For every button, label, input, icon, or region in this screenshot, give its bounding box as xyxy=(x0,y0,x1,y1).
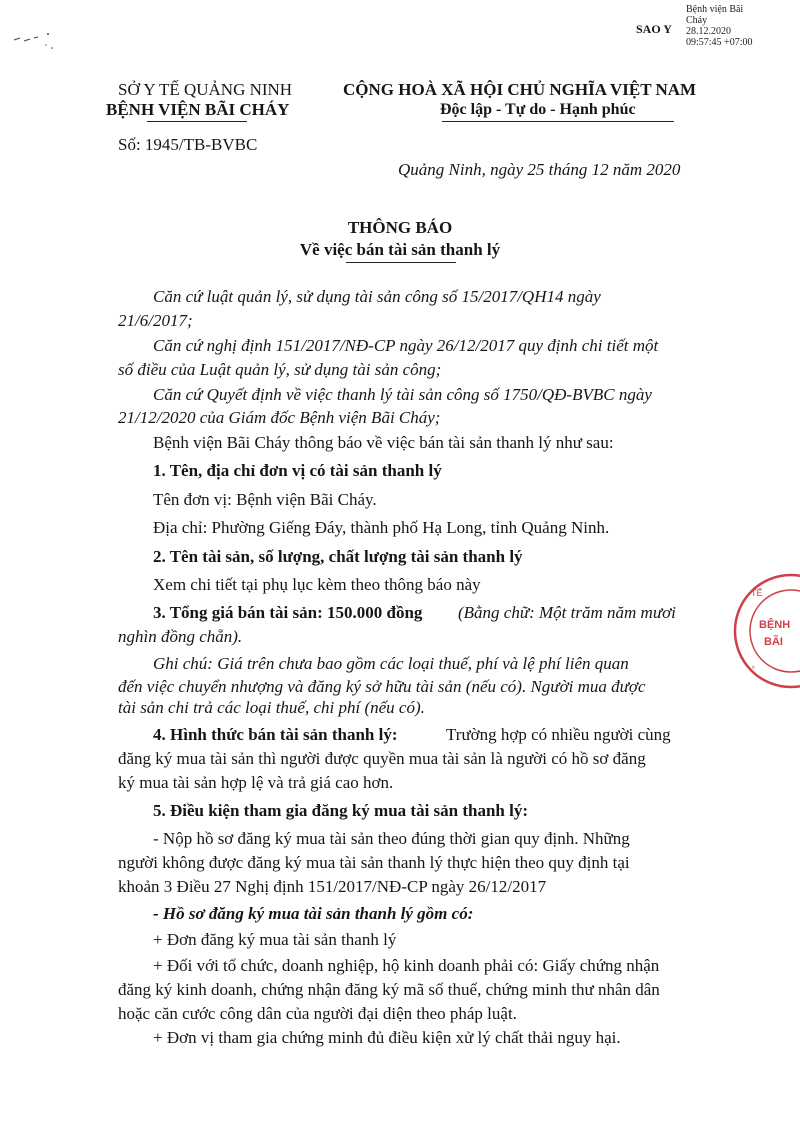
basis-line: số điều của Luật quản lý, sử dụng tài sản công; xyxy=(118,360,442,379)
list-item-cont: đăng ký kinh doanh, chứng nhận đăng ký mã số thuế, chứng minh thư nhân dân xyxy=(118,980,660,999)
list-item-cont: hoặc căn cước công dân của người đại diện theo pháp luật. xyxy=(118,1004,517,1023)
nation-title: CỘNG HOÀ XÃ HỘI CHỦ NGHĨA VIỆT NAM xyxy=(343,80,697,99)
seal-text-1: BỆNH xyxy=(759,619,791,631)
hospital-name: BỆNH VIỆN BÃI CHÁY xyxy=(106,100,290,119)
signature-line-1: Bệnh viện Bãi xyxy=(686,4,744,15)
section-heading: 1. Tên, địa chỉ đơn vị có tài sản thanh lý xyxy=(153,461,442,480)
subsection-heading: - Hồ sơ đăng ký mua tài sản thanh lý gồm có: xyxy=(153,904,474,923)
note-line: đến việc chuyển nhượng và đăng ký sở hữu tài sản (nếu có). Người mua được xyxy=(118,677,646,696)
section-heading: 2. Tên tài sản, số lượng, chất lượng tài sản thanh lý xyxy=(153,547,523,566)
signature-line-2: Cháy xyxy=(686,15,708,26)
list-item: + Đơn vị tham gia chứng minh đủ điều kiện xử lý chất thải nguy hại. xyxy=(153,1028,621,1047)
svg-text:TẾ: TẾ xyxy=(751,588,763,598)
document-number: Số: 1945/TB-BVBC xyxy=(118,135,258,154)
document-date: Quảng Ninh, ngày 25 tháng 12 năm 2020 xyxy=(398,160,681,179)
department-name: SỞ Y TẾ QUẢNG NINH xyxy=(118,80,293,99)
section-heading: 4. Hình thức bán tài sản thanh lý: xyxy=(153,725,398,744)
list-item: + Đối với tổ chức, doanh nghiệp, hộ kinh doanh phải có: Giấy chứng nhận xyxy=(153,956,660,975)
subtitle-underline xyxy=(346,262,456,263)
body-line: Tên đơn vị: Bệnh viện Bãi Cháy. xyxy=(153,490,377,509)
motto-underline xyxy=(442,121,674,122)
document-title: THÔNG BÁO xyxy=(347,218,453,237)
note-line: tài sản chi trả các loại thuế, chi phí (nếu có). xyxy=(118,698,425,717)
digital-signature-info xyxy=(686,4,752,48)
body-line: Trường hợp có nhiều người cùng xyxy=(446,725,671,744)
scan-marks xyxy=(12,28,72,56)
seal-text-2: BÃI xyxy=(764,636,783,648)
signature-line-4: 09:57:45 +07:00 xyxy=(686,37,753,48)
price-in-words: (Bằng chữ: Một trăm năm mươi xyxy=(458,603,676,622)
basis-line: Căn cứ Quyết định về việc thanh lý tài sản công số 1750/QĐ-BVBC ngày xyxy=(153,385,652,404)
list-item: + Đơn đăng ký mua tài sản thanh lý xyxy=(153,930,397,949)
body-line: đăng ký mua tài sản thì người được quyền mua tài sản là người có hồ sơ đăng xyxy=(118,749,646,768)
signature-line-3: 28.12.2020 xyxy=(686,26,731,37)
body-line: Địa chỉ: Phường Giếng Đáy, thành phố Hạ Long, tỉnh Quảng Ninh. xyxy=(153,518,610,537)
body-line: - Nộp hồ sơ đăng ký mua tài sản theo đúng thời gian quy định. Những xyxy=(153,829,630,848)
body-line: Xem chi tiết tại phụ lục kèm theo thông báo này xyxy=(153,575,481,594)
document-subtitle: Về việc bán tài sản thanh lý xyxy=(299,240,501,259)
section-heading: 3. Tổng giá bán tài sản: 150.000 đồng xyxy=(153,603,423,622)
nation-motto: Độc lập - Tự do - Hạnh phúc xyxy=(440,101,636,118)
copy-stamp-label: SAO Y xyxy=(636,22,672,36)
note-line: Ghi chú: Giá trên chưa bao gồm các loại thuế, phí và lệ phí liên quan xyxy=(153,654,629,673)
body-line: ký mua tài sản hợp lệ và trả giá cao hơn. xyxy=(118,773,394,792)
hospital-underline xyxy=(147,121,247,122)
basis-line: 21/6/2017; xyxy=(118,311,193,330)
price-in-words-cont: nghìn đồng chẵn). xyxy=(118,627,243,646)
body-line: khoản 3 Điều 27 Nghị định 151/2017/NĐ-CP ngày 26/12/2017 xyxy=(118,877,547,896)
official-seal xyxy=(733,572,800,690)
intro-line: Bệnh viện Bãi Cháy thông báo về việc bán tài sản thanh lý như sau: xyxy=(153,433,614,452)
section-heading: 5. Điều kiện tham gia đăng ký mua tài sản thanh lý: xyxy=(153,801,529,820)
svg-text:•°: •° xyxy=(749,665,755,674)
basis-line: Căn cứ nghị định 151/2017/NĐ-CP ngày 26/12/2017 quy định chi tiết một xyxy=(153,336,659,355)
body-line: người không được đăng ký mua tài sản thanh lý thực hiện theo quy định tại xyxy=(118,853,630,872)
basis-line: Căn cứ luật quản lý, sử dụng tài sản công số 15/2017/QH14 ngày xyxy=(153,287,601,306)
basis-line: 21/12/2020 của Giám đốc Bệnh viện Bãi Cháy; xyxy=(118,408,441,427)
